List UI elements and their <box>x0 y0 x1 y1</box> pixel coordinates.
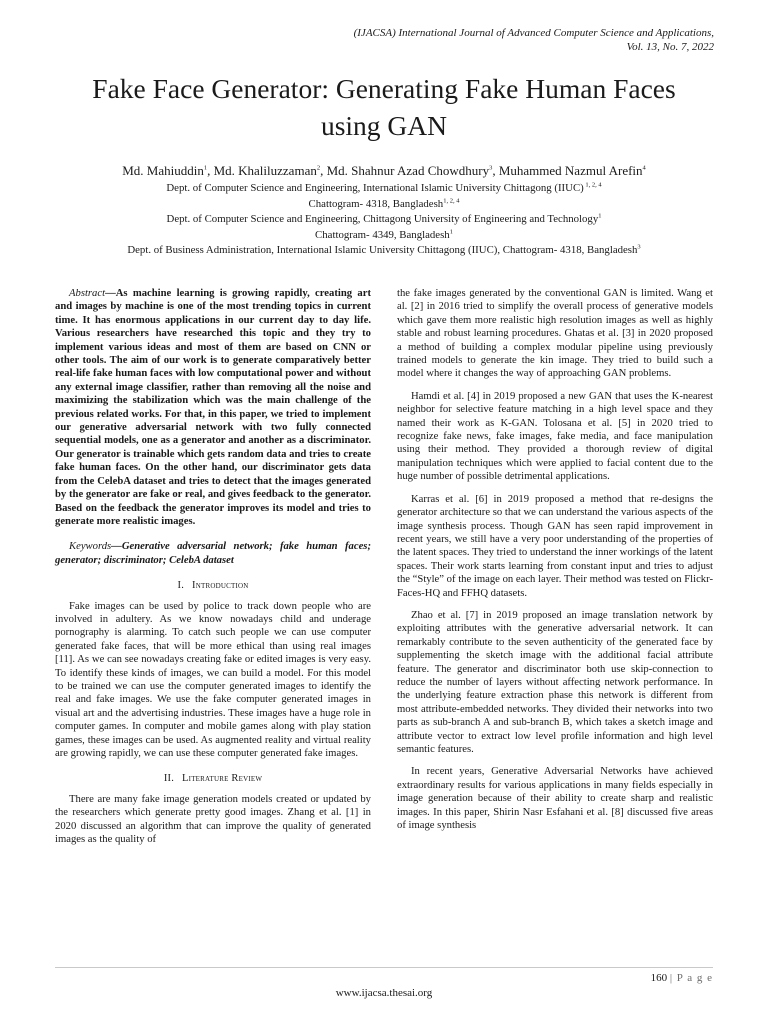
paragraph: Fake images can be used by police to track down people who are involved in adultery. As we know nowadays child and underage pornography is alarming. To catch such people we can use computer generated fake faces, that will be more ethical than using real images [11]. As we can see nowadays creating fake or edited images is very easy. To identify these kinds of images, we can build a model. For this model to be trained we can use the computer generated images to identify the real and fake images. We use the fake computer generated images in visual art and the advertising industries. These images have a huge role in computer games. In computer and mobile games along with play station games, these images can be used. As augmented reality and virtual reality are growing rapidly, we can use these computer generated fake images. <box>55 600 371 759</box>
author: Muhammed Nazmul Arefin$^4$ <box>498 163 646 178</box>
title-line-1: Fake Face Generator: Generating Fake Human Faces <box>92 73 676 104</box>
affiliation-line: Dept. of Computer Science and Engineering, Chittagong University of Engineering and Technology$^1$ <box>166 212 602 225</box>
paragraph: the fake images generated by the conventional GAN is limited. Wang et al. [2] in 2016 tried to simplify the overall process of generative models which gave them more realistic high resolution images as well as highly stable and robust learning procedures. Ghatas et al. [3] in 2020 proposed a method of building a complex modular pipeline using previously trained models to generate the kin image. They tried to build such a model where it changes the way of approaching GAN problems. <box>397 288 713 380</box>
affiliation-line: Dept. of Business Administration, International Islamic University Chittagong (IIUC), Chattogram- 4318, Bangladesh$^3$ <box>127 243 641 256</box>
keywords-label: Keywords <box>69 541 112 553</box>
footer-divider <box>55 967 713 968</box>
section-heading-introduction: I. Introduction <box>177 580 249 592</box>
abstract-label: Abstract <box>69 288 106 299</box>
title-line-2: using GAN <box>320 110 448 141</box>
affiliation-line: Chattogram- 4349, Bangladesh$^1$ <box>315 227 453 241</box>
affiliation-line: Chattogram- 4318, Bangladesh$^{1, 2, 4}$ <box>308 196 460 210</box>
section-heading-literature-review: II. Literature Review <box>163 773 263 785</box>
paragraph: Zhao et al. [7] in 2019 proposed an image translation network by exploiting attributes with the generative adversarial network. It can remarkably contribute to the seven authenticity of the generated face by supplementing the sketch image with the additional facial attribute feature. The generator and discriminator both use skip-connection to reduce the number of layers without affecting network performance. In the underlying feature extraction phase this network is different from most attribute-embedded networks. They divided their networks into two parts as sub-branch A and sub-branch B, which takes a sketch image and attribute vector to extract low level profile information and high level semantic features. <box>397 609 713 755</box>
journal-volume: Vol. 13, No. 7, 2022 <box>626 41 714 53</box>
paragraph: There are many fake image generation models created or updated by the researchers which generate pretty good images. Zhang et al. [1] in 2020 discussed an algorithm that can improve the quality of generated images as the quality of <box>55 793 371 846</box>
paragraph: Karras et al. [6] in 2019 proposed a method that re-designs the generator architecture so that we can understand the various aspects of the image synthesis process. Though GAN has seen rapid improvement in recent years, we still have a very poor understanding of the properties of the latent spaces. They tried to understand the inner workings of the latent spaces. Their work starts learning from constant input and tries to adjust the “Style” of the image on each layer. Their method was tested on Flickr-Faces-HQ and FFHQ datasets. <box>397 493 713 599</box>
author-list: Md. Mahiuddin$^1$, Md. Khaliluzzaman$^2$, Md. Shahnur Azad Chowdhury$^3$, Muhammed Nazmul Arefin$^4$ <box>122 163 646 178</box>
right-column <box>397 287 713 841</box>
left-column <box>55 287 371 855</box>
author: Md. Khaliluzzaman$^2$ <box>213 163 321 178</box>
keywords-text: —Generative adversarial network; fake human faces; generator; discriminator; CelebA dataset <box>55 541 371 566</box>
keywords <box>55 540 371 567</box>
abstract <box>55 287 371 528</box>
paragraph: In recent years, Generative Adversarial Networks have achieved extraordinary results for various applications in many fields especially in image generation because of their ability to create sharp and realistic images. In this paper, Shirin Nasr Esfahani et al. [8] discussed five areas of image synthesis <box>397 766 713 832</box>
author: Md. Mahiuddin$^1$ <box>122 163 208 178</box>
affiliations <box>20 181 748 259</box>
paragraph: Hamdi et al. [4] in 2019 proposed a new GAN that uses the K-nearest neighbor for selective feature matching in a high level space and they named their work as K-GAN. Tolosana et al. [5] in 2020 tried to recognize fake news, fake images, fake media, and face manipulation using their method. They provided a thorough review of digital manipulation techniques which were applied to facial content due to the huge number of possible detrimental applications. <box>397 390 713 483</box>
abstract-text: —As machine learning is growing rapidly, creating art and images by machine is one of the most trending topics in current time. It has enormous applications in our current day to day life. Various researchers have researched this topic and they try to implement various ideas and most of them are based on CNN or other tools. The aim of our work is to generate comparatively better real-life fake human faces with low computational power and without any external image classifier, rather than removing all the noise and maximizing the stabilization which was the main challenge of the previous related works. For that, in this paper, we tried to implement our generative adversarial network with two fully connected sequential models, one as a generator and another as a discriminator. Our generator is trainable which gets random data and tries to create fake human faces. On the other hand, our discriminator gets data from the CelebA dataset and tries to detect that the images generated by the generator are fake or real, and gives feedback to the generator. Based on the feedback the generator improves its model and tries to generate more realistic images. <box>55 288 371 527</box>
journal-header <box>354 26 714 54</box>
affiliation-line: Dept. of Computer Science and Engineering, International Islamic University Chittagong (IIUC) $^{1, 2, 4}$ <box>166 181 602 194</box>
author: Md. Shahnur Azad Chowdhury$^3$ <box>326 163 493 178</box>
journal-url[interactable]: www.ijacsa.thesai.org <box>335 987 433 999</box>
paper-title <box>40 70 728 144</box>
page-number: 160 | P a g e <box>650 972 713 984</box>
journal-name: (IJACSA) International Journal of Advanced Computer Science and Applications, <box>353 27 714 39</box>
